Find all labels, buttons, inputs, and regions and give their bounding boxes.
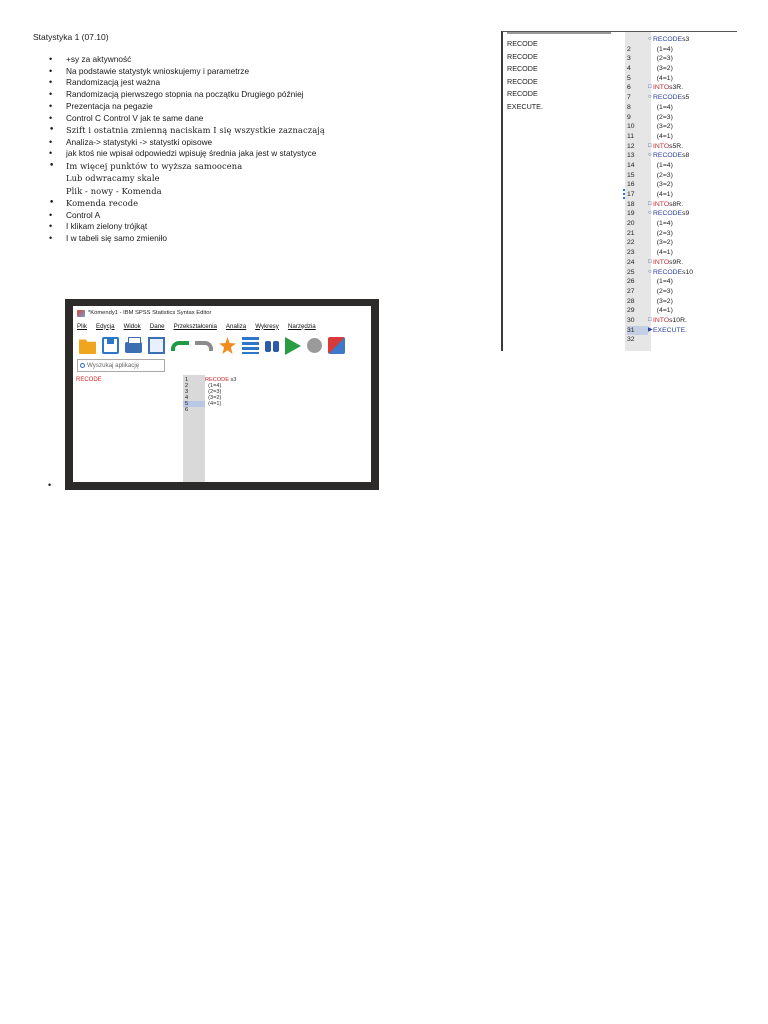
line-number: 17 bbox=[627, 191, 635, 198]
line-number: 5 bbox=[183, 401, 205, 407]
syntax-text: s9 bbox=[682, 210, 690, 218]
bullet-item bbox=[49, 210, 469, 222]
syntax-text: s5R. bbox=[669, 142, 684, 150]
bullet-item bbox=[49, 160, 469, 197]
code-line bbox=[205, 407, 371, 413]
menu-bar bbox=[73, 320, 371, 332]
toolbar bbox=[73, 332, 371, 359]
syntax-keyword: RECODE bbox=[653, 268, 683, 276]
navigator-item[interactable]: RECODE bbox=[507, 76, 538, 86]
run-icon[interactable] bbox=[285, 337, 301, 355]
fold-marker-icon: ▶ bbox=[648, 326, 653, 333]
navigator-item[interactable]: RECODE bbox=[507, 64, 538, 73]
syntax-text: (1=4) bbox=[653, 278, 673, 286]
navigator-item[interactable]: RECODE bbox=[507, 51, 538, 61]
syntax-text: (3=2) bbox=[653, 65, 673, 73]
code-line bbox=[627, 219, 737, 229]
syntax-keyword: INTO bbox=[653, 84, 670, 92]
code-line bbox=[627, 297, 737, 307]
fold-marker-icon: ○ bbox=[648, 152, 652, 159]
search-icon bbox=[80, 363, 85, 368]
open-folder-icon[interactable] bbox=[79, 337, 96, 354]
bullet-text: Analiza-> statystyki -> statystki opisowe bbox=[66, 136, 213, 147]
bullet-text: +sy za aktywność bbox=[66, 54, 132, 64]
line-number: 2 bbox=[185, 383, 189, 390]
line-number: 6 bbox=[627, 84, 631, 92]
line-number: 2 bbox=[627, 45, 631, 53]
syntax-text: s10R. bbox=[669, 316, 687, 324]
code-line bbox=[627, 103, 737, 113]
code-line bbox=[627, 238, 737, 248]
line-number: 5 bbox=[627, 74, 631, 82]
line-number: 15 bbox=[627, 171, 635, 179]
line-number: 16 bbox=[627, 181, 635, 189]
line-number: 21 bbox=[627, 229, 635, 237]
code-line bbox=[627, 122, 737, 132]
syntax-text: (4=1) bbox=[653, 307, 673, 315]
dialog-recall-icon[interactable] bbox=[148, 337, 165, 354]
bullet-text: Randomizacją pierwszego stopnia na początku Drugiego później bbox=[66, 89, 304, 100]
syntax-text: (3=2) bbox=[653, 297, 673, 305]
document-title: Statystyka 1 (07.10) bbox=[33, 32, 109, 42]
syntax-text: s10 bbox=[682, 268, 694, 276]
line-number: 23 bbox=[627, 249, 635, 257]
navigator-pane bbox=[73, 375, 183, 482]
line-number: 12 bbox=[627, 142, 635, 150]
menu-item[interactable]: Dane bbox=[149, 322, 165, 330]
code-line bbox=[627, 171, 737, 181]
code-line bbox=[627, 326, 737, 336]
save-icon[interactable] bbox=[102, 337, 119, 354]
code-line bbox=[627, 142, 737, 152]
syntax-text: (4=1) bbox=[653, 191, 673, 198]
syntax-text: (3=2) bbox=[653, 239, 673, 247]
syntax-text: s9R. bbox=[669, 258, 684, 266]
bullet-text: Im więcej punktów to wyższa samoocena bbox=[66, 161, 243, 172]
line-number: 14 bbox=[627, 161, 635, 169]
code-line bbox=[627, 93, 737, 103]
code-line bbox=[627, 35, 737, 45]
code-line bbox=[627, 151, 737, 161]
fold-marker-icon: ○ bbox=[648, 94, 652, 101]
variables-icon[interactable] bbox=[242, 337, 259, 354]
line-number: 3 bbox=[185, 389, 189, 396]
bullet-text: I klikam zielony trójkąt bbox=[66, 221, 148, 232]
bullet-item bbox=[49, 233, 469, 245]
bullet-text: Komenda recode bbox=[66, 198, 139, 209]
navigator-list bbox=[507, 38, 617, 113]
fold-marker-icon: □ bbox=[648, 142, 652, 149]
syntax-text: (2=3) bbox=[205, 389, 222, 396]
line-number: 26 bbox=[627, 278, 635, 286]
code-line bbox=[627, 180, 737, 190]
line-number: 25 bbox=[627, 268, 635, 276]
bullet-continuation: Plik - nowy - Komenda bbox=[66, 185, 162, 196]
navigator-item[interactable]: RECODE bbox=[507, 39, 538, 48]
bullet-item bbox=[49, 137, 469, 149]
empty-bullet-marker: • bbox=[48, 480, 52, 490]
line-number: 4 bbox=[627, 65, 631, 73]
syntax-text: (3=2) bbox=[205, 395, 222, 402]
menu-item[interactable]: Wykresy bbox=[255, 322, 279, 330]
syntax-text: s3 bbox=[228, 377, 237, 383]
code-line bbox=[627, 45, 737, 55]
syntax-keyword: INTO bbox=[653, 200, 670, 208]
fold-marker-icon: ○ bbox=[648, 36, 652, 42]
line-number: 4 bbox=[185, 395, 189, 402]
code-line bbox=[627, 268, 737, 278]
syntax-keyword: RECODE bbox=[653, 152, 683, 160]
code-line bbox=[627, 209, 737, 219]
syntax-text: (3=2) bbox=[653, 181, 673, 189]
syntax-editor-window bbox=[73, 306, 371, 482]
menu-item[interactable]: Analiza bbox=[225, 322, 247, 330]
code-line bbox=[627, 287, 737, 297]
line-number: 18 bbox=[627, 200, 635, 208]
syntax-text: (2=3) bbox=[653, 55, 673, 63]
line-number: 28 bbox=[627, 297, 635, 305]
bullet-text: Prezentacja na pegazie bbox=[66, 100, 153, 111]
syntax-text: (1=4) bbox=[205, 383, 222, 390]
print-icon[interactable] bbox=[125, 342, 142, 353]
line-number: 24 bbox=[627, 258, 635, 266]
bullet-continuation: Lub odwracamy skale bbox=[66, 173, 160, 184]
syntax-keyword: EXECUTE. bbox=[653, 326, 687, 334]
syntax-text: s5 bbox=[682, 94, 690, 102]
code-line bbox=[627, 248, 737, 258]
line-number: 9 bbox=[627, 113, 631, 121]
bullet-text: Na podstawie statystyk wnioskujemy i parametrze bbox=[66, 65, 250, 76]
syntax-keyword: RECODE bbox=[653, 94, 683, 102]
bullet-text: jak ktoś nie wpisał odpowiedzi wpisuję średnia jaka jest w statystyce bbox=[66, 148, 317, 159]
line-number: 13 bbox=[627, 152, 635, 160]
menu-item[interactable]: Plik bbox=[77, 322, 87, 330]
syntax-text: (4=1) bbox=[653, 74, 673, 82]
window-title: *Komendy1 - IBM SPSS Statistics Syntax Editor bbox=[88, 310, 212, 316]
syntax-text: s8R. bbox=[669, 200, 684, 208]
bullet-item bbox=[49, 77, 469, 89]
bullet-item bbox=[49, 89, 469, 101]
syntax-continuation-screenshot bbox=[501, 31, 737, 351]
find-icon[interactable] bbox=[265, 337, 279, 354]
stop-icon[interactable] bbox=[307, 338, 322, 353]
syntax-text bbox=[653, 335, 657, 345]
syntax-text: s8 bbox=[682, 152, 690, 160]
line-number bbox=[627, 35, 648, 45]
line-number: 3 bbox=[627, 55, 631, 63]
line-number: 10 bbox=[627, 123, 635, 131]
fold-marker-icon: ○ bbox=[648, 268, 652, 275]
window-titlebar bbox=[73, 306, 371, 320]
line-number: 32 bbox=[627, 336, 635, 344]
code-line bbox=[627, 190, 737, 200]
code-line bbox=[627, 335, 737, 345]
code-line bbox=[627, 306, 737, 316]
syntax-text: (1=4) bbox=[653, 161, 673, 169]
line-number-gutter bbox=[183, 375, 205, 482]
undo-icon[interactable] bbox=[171, 341, 189, 351]
syntax-text: (4=1) bbox=[205, 401, 222, 408]
goto-case-icon[interactable] bbox=[219, 337, 236, 354]
syntax-keyword: INTO bbox=[653, 258, 670, 266]
syntax-text: s3R. bbox=[669, 84, 684, 92]
syntax-text: s3 bbox=[682, 36, 690, 43]
code-line bbox=[627, 54, 737, 64]
line-number: 6 bbox=[185, 407, 189, 414]
syntax-keyword: RECODE bbox=[205, 377, 229, 383]
bullet-text: Szift i ostatnia zmienną naciskam I się wszystkie zaznaczają bbox=[66, 125, 325, 136]
search-input[interactable] bbox=[77, 359, 165, 372]
bullet-item bbox=[49, 101, 469, 113]
menu-item[interactable]: Przekształcenia bbox=[173, 322, 217, 330]
syntax-text: (1=4) bbox=[653, 220, 673, 228]
code-line bbox=[627, 229, 737, 239]
syntax-text bbox=[205, 407, 208, 413]
navigator-item[interactable]: RECODE bbox=[507, 89, 538, 98]
syntax-text: (2=3) bbox=[653, 113, 673, 121]
fold-marker-icon: □ bbox=[648, 258, 652, 265]
notes-bullet-list bbox=[49, 54, 469, 245]
syntax-text: (1=4) bbox=[653, 45, 673, 53]
navigator-item-recode[interactable]: RECODE bbox=[76, 377, 102, 383]
fold-marker-icon: □ bbox=[648, 316, 652, 323]
misc-icon[interactable] bbox=[328, 337, 345, 354]
syntax-keyword: INTO bbox=[653, 316, 670, 324]
fold-marker-icon: □ bbox=[648, 84, 652, 91]
code-line bbox=[627, 64, 737, 74]
line-number: 19 bbox=[627, 210, 635, 218]
syntax-text: (2=3) bbox=[653, 287, 673, 295]
bullet-text: Control C Control V jak te same dane bbox=[66, 112, 204, 123]
fold-marker-icon: □ bbox=[648, 200, 652, 207]
line-number: 8 bbox=[627, 103, 631, 111]
syntax-text: (4=1) bbox=[653, 132, 673, 140]
line-number: 22 bbox=[627, 239, 635, 247]
syntax-text: (2=3) bbox=[653, 229, 673, 237]
syntax-keyword: INTO bbox=[653, 142, 670, 150]
code-line bbox=[627, 316, 737, 326]
line-number: 29 bbox=[627, 307, 635, 315]
code-line bbox=[627, 113, 737, 123]
line-number: 1 bbox=[185, 377, 189, 383]
bullet-item bbox=[49, 197, 469, 209]
code-line bbox=[627, 161, 737, 171]
bullet-text: I w tabeli się samo zmieniło bbox=[66, 233, 167, 244]
syntax-keyword: RECODE bbox=[653, 36, 683, 43]
syntax-text: (3=2) bbox=[653, 123, 673, 131]
code-line bbox=[627, 132, 737, 142]
code-line bbox=[627, 277, 737, 287]
menu-item[interactable]: Narzędzia bbox=[287, 322, 316, 330]
bullet-item bbox=[49, 54, 469, 66]
menu-item[interactable]: Widok bbox=[123, 322, 141, 330]
bullet-text: Randomizacją jest ważna bbox=[66, 77, 161, 88]
menu-item[interactable]: Edycja bbox=[95, 322, 115, 330]
bullet-text: Control A bbox=[66, 209, 101, 220]
spss-syntax-editor-screenshot bbox=[65, 299, 379, 490]
code-line bbox=[627, 83, 737, 93]
fold-marker-icon: ○ bbox=[648, 210, 652, 217]
line-number: 20 bbox=[627, 220, 635, 228]
syntax-text: (1=4) bbox=[653, 103, 673, 111]
bullet-item bbox=[49, 66, 469, 78]
line-number: 30 bbox=[627, 316, 635, 324]
code-line bbox=[627, 258, 737, 268]
code-line bbox=[627, 74, 737, 84]
bullet-item bbox=[49, 221, 469, 233]
code-line bbox=[627, 200, 737, 210]
search-placeholder: Wyszukaj aplikację bbox=[87, 362, 140, 369]
line-number: 31 bbox=[627, 326, 648, 336]
bullet-item bbox=[49, 124, 469, 136]
divider-line bbox=[507, 32, 611, 34]
syntax-text: (2=3) bbox=[653, 171, 673, 179]
bullet-item bbox=[49, 148, 469, 160]
line-number: 7 bbox=[627, 94, 631, 102]
bullet-item bbox=[49, 113, 469, 125]
navigator-item[interactable]: EXECUTE. bbox=[507, 101, 543, 111]
line-number: 27 bbox=[627, 287, 635, 295]
redo-icon[interactable] bbox=[195, 341, 213, 351]
spss-app-icon bbox=[77, 310, 85, 317]
syntax-code-lines[interactable] bbox=[627, 35, 737, 345]
line-number: 11 bbox=[627, 132, 635, 140]
syntax-code-area[interactable] bbox=[205, 375, 371, 482]
syntax-text: (4=1) bbox=[653, 249, 673, 257]
syntax-keyword: RECODE bbox=[653, 210, 683, 218]
